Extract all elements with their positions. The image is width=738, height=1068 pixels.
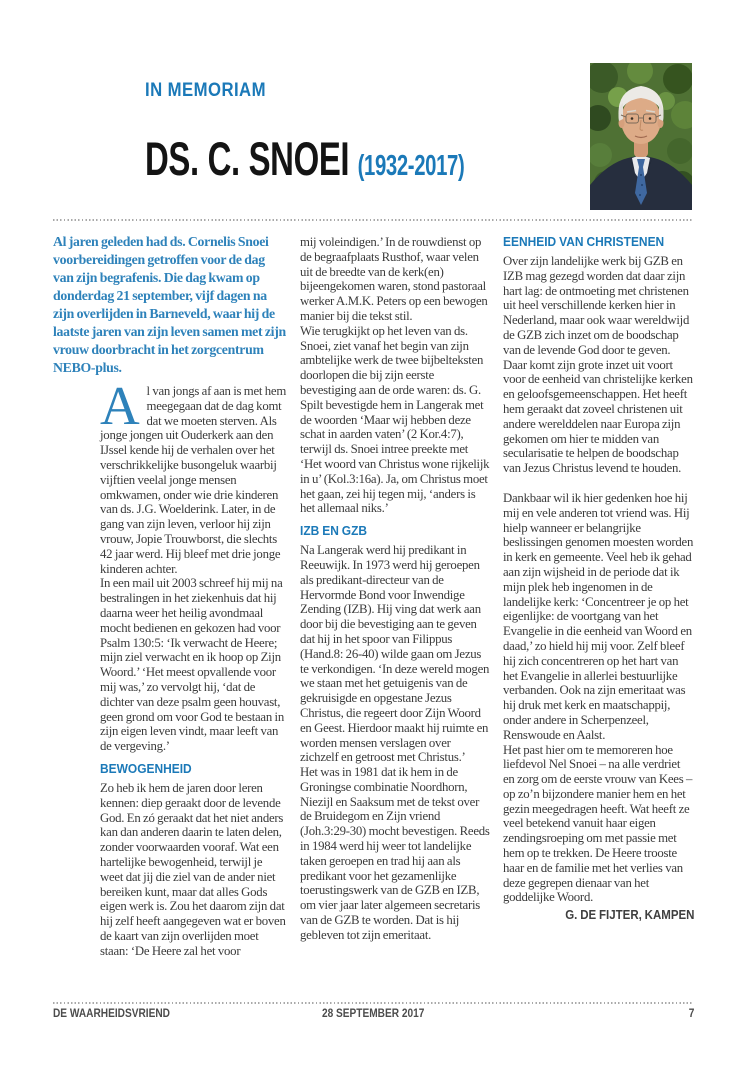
column-2 <box>300 235 490 943</box>
paragraph <box>100 375 287 576</box>
section-heading-bewogenheid: BEWOGENHEID <box>100 760 192 776</box>
portrait-photo-image <box>590 63 692 210</box>
portrait-photo <box>590 63 692 210</box>
author-signature: G. DE FIJTER, KAMPEN <box>564 908 694 923</box>
kicker <box>145 80 282 102</box>
paragraph: Zo heb ik hem de jaren door leren kennen: diep geraakt door de levende God. En zó geraakt dat het niet anders kan dan anderen daarin te laten delen, zonder voorwaarden vooraf. Wat een hartelijke bewogenheid, terwijl je weet dat jij die ziel van de ander niet bereiken kunt, maar dat alles Gods eigen werk is. Zou het daarom zijn dat hij zelf heeft aangegeven wat er boven de kaart van zijn overlijden moet staan: ‘De Heere zal het voor <box>100 780 286 958</box>
footer-publication: DE WAARHEIDSVRIEND <box>53 1008 170 1020</box>
paragraph: Het was in 1981 dat ik hem in de Groningse combinatie Noordhorn, Niezijl en Saaksum met de tekst over de Bruidegom en Zijn vriend (Joh.3:29-30) mocht bevestigen. Reeds in 1984 werd hij weer tot landelijke taken geroepen en trad hij aan als predikant voor het gezamenlijke toerustingswerk van de GZB en IZB, om vier jaar later algemeen secretaris van de GZB te worden. Dat is hij gebleven tot zijn emeritaat. <box>300 765 490 942</box>
footer-date: 28 SEPTEMBER 2017 <box>322 1008 425 1020</box>
top-divider <box>53 219 694 221</box>
column-1 <box>100 375 287 958</box>
article-title-bar <box>145 132 601 191</box>
paragraph-text: l van jongs af aan is met hem meegegaan dat de dag komt dat we moeten sterven. Als jonge jongen uit Ouderkerk aan den IJssel kende hij de verhalen over het verschrikkelijke busongeluk waarbij vijftien veelal jonge mensen omkwamen, onder wie drie kinderen van ds. J.G. Woelderink. Later, in de gang van zijn leven, verloor hij zijn vrouw, Jopie Trouwborst, die slechts 42 jaar werd. Hij bleef met drie jonge kinderen achter. <box>100 384 287 576</box>
article-title-line <box>145 132 465 191</box>
drop-cap: A <box>100 375 140 436</box>
kicker-label: IN MEMORIAM <box>145 80 266 101</box>
paragraph: Wie terugkijkt op het leven van ds. Snoei, ziet vanaf het begin van zijn ambtelijke werk de twee bijbelteksten doorlopen die bij zijn eerste bevestiging aan de orde waren: ds. G. Spilt bevestigde hem in Langerak met de woorden ‘Maar wij hebben deze schat in aarden vaten’ (2 Kor.4:7), terwijl ds. Snoei intree preekte met ‘Het woord van Christus wone rijkelijk in u’ (Kol.3:16a). Ja, om Christus moet het gaan, zei hij tegen mij, ‘anders is het allemaal niks.’ <box>300 323 490 516</box>
footer-divider <box>53 1002 694 1004</box>
article-title: DS. C. SNOEI <box>145 132 350 185</box>
paragraph: Het past hier om te memoreren hoe liefdevol Nel Snoei – na alle verdriet en zorg om de eerste vrouw van Kees – op zo’n bijzondere manier hem en het gezin meegedragen heeft. Wat heeft ze veel betekend vanuit haar eigen zendingsroeping om met passie met hem op te trekken. De Heere trooste haar en de familie met het verlies van deze gegrepen dienaar van het goddelijke Woord. <box>503 742 693 905</box>
intro-paragraph: Al jaren geleden had ds. Cornelis Snoei voorbereidingen getroffen voor de dag van zijn begrafenis. Die dag kwam op donderdag 21 september, vijf dagen na zijn overlijden in Barneveld, waar hij de laatste jaren van zijn leven samen met zijn vrouw doorbracht in het zorgcentrum NEBO-plus. <box>53 234 286 375</box>
section-heading-izb-en-gzb: IZB EN GZB <box>300 523 368 539</box>
footer <box>53 1008 694 1022</box>
section-heading-eenheid-van-christenen: EENHEID VAN CHRISTENEN <box>503 234 665 249</box>
column-3 <box>503 235 694 923</box>
paragraph: Dankbaar wil ik hier gedenken hoe hij mij en vele anderen tot vriend was. Hij hielp wanneer er belangrijke beslissingen genomen moesten worden in kerk en gemeente. Veel heb ik gehad aan zijn wijsheid in de periode dat ik mijn plek heb ingenomen in de landelijke kerk: ‘Concentreer je op het eigenlijke: de voortgang van het Evangelie in die eenheid van Woord en daad,’ zo hield hij mij voor. Zelf bleef hij zich concentreren op het hart van het Evangelie in allerlei bestuurlijke verbanden. Ook na zijn emeritaat was hij druk met kerk en maatschappij, onder andere in Scherpenzeel, Renswoude en Aalst. <box>503 490 694 742</box>
paragraph: Na Langerak werd hij predikant in Reeuwijk. In 1973 werd hij geroepen als predikant-directeur van de Hervormde Bond voor Inwendige Zending (IZB). Hij ving dat werk aan door bij die bevestiging aan te geven dat hij in het spoor van Filippus (Hand.8: 26-40) wilde gaan om Jezus te verkondigen. ‘In deze wereld mogen we staan met het getuigenis van de gekruisigde en opgestane Jezus Christus, die regeert door Zijn Woord en Geest. Hierdoor maakt hij ruimte en worden mensen verslagen over zichzelf en getroost met Christus.’ <box>300 543 490 765</box>
footer-page-number: 7 <box>688 1008 694 1020</box>
paragraph: mij voleindigen.’ In de rouwdienst op de begraafplaats Rusthof, waar velen uit de breedte van de kerk(en) bijeengekomen waren, stond pastoraal werker A.M.K. Peters op een bewogen manier bij die tekst stil. <box>300 235 488 323</box>
paragraph: Over zijn landelijke werk bij GZB en IZB mag gezegd worden dat daar zijn hart lag: de ontmoeting met christenen uit heel verschillende kerken hier in Nederland, maar ook waar wereldwijd de GZB zich inzet om de boodschap van de levende God door te geven. Daar komt zijn grote inzet uit voort voor de eenheid van christelijke kerken en geloofsgemeenschappen. Het heeft hem geraakt dat zoveel christenen uit andere werelddelen naar Europa zijn gekomen om hier te midden van secularisatie te helpen de boodschap van Jezus Christus levend te houden. <box>503 254 693 476</box>
paragraph: In een mail uit 2003 schreef hij mij na bestralingen in het ziekenhuis dat hij daarna weer het heilig avondmaal mocht bedienen en gekozen had voor Psalm 130:5: ‘Ik verwacht de Heere; mijn ziel verwacht en ik hoop op Zijn Woord.’ ‘Het meest opvallende voor mij was,’ zo vervolgt hij, ‘dat de dichter van deze psalm geen houvast, geen grond om voor God te bestaan in zijn eigen leven vindt, maar leeft van de vergeving.’ <box>100 576 285 754</box>
article-title-years: (1932-2017) <box>357 150 465 182</box>
